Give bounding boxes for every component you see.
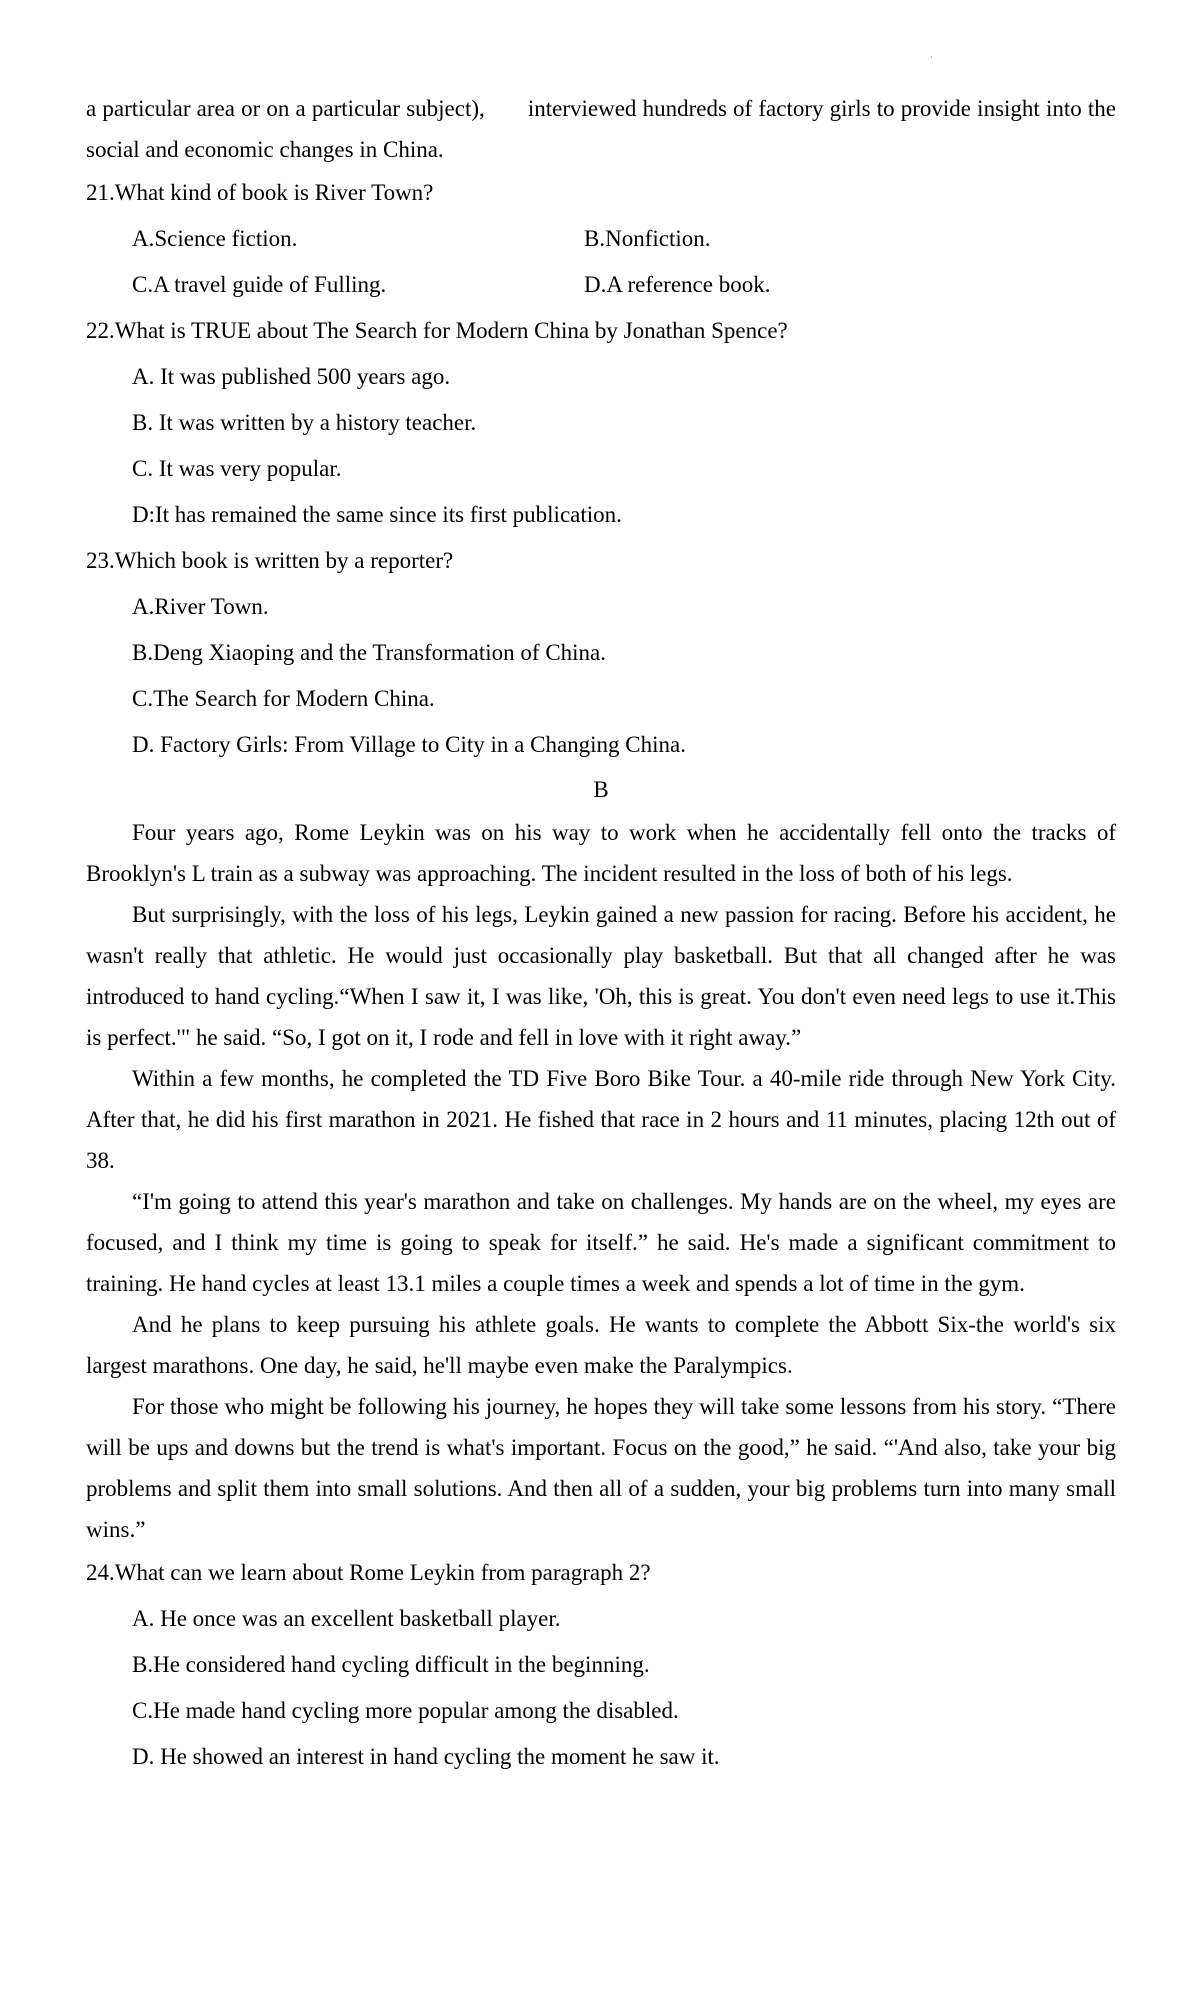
option-23b[interactable]: B.Deng Xiaoping and the Transformation of China. bbox=[132, 640, 607, 665]
option-23a[interactable]: A.River Town. bbox=[132, 594, 269, 619]
option-21a[interactable]: A.Science fiction. bbox=[132, 226, 298, 251]
option-24c[interactable]: C.He made hand cycling more popular among the disabled. bbox=[132, 1698, 679, 1723]
exam-page bbox=[86, 88, 1116, 1780]
option-22a[interactable]: A. It was published 500 years ago. bbox=[132, 364, 451, 389]
passage-b-paragraph-2: But surprisingly, with the loss of his legs, Leykin gained a new passion for racing. Before his accident, he wasn't really that athletic. He would just occasionally play basketball. But that all changed after he was introduced to hand cycling.“When I saw it, I was like, 'Oh, this is great. You don't even need legs to use it.This is perfect.'" he said. “So, I got on it, I rode and fell in love with it right away.” bbox=[86, 902, 1116, 1050]
option-23d[interactable]: D. Factory Girls: From Village to City in a Changing China. bbox=[132, 732, 686, 757]
passage-b-paragraph-5: And he plans to keep pursuing his athlete goals. He wants to complete the Abbott Six-the world's six largest marathons. One day, he said, he'll maybe even make the Paralympics. bbox=[86, 1312, 1116, 1378]
option-24d[interactable]: D. He showed an interest in hand cycling the moment he saw it. bbox=[132, 1744, 720, 1769]
question-21: 21.What kind of book is River Town? bbox=[86, 180, 434, 205]
option-24b[interactable]: B.He considered hand cycling difficult in the beginning. bbox=[132, 1652, 650, 1677]
question-22: 22.What is TRUE about The Search for Modern China by Jonathan Spence? bbox=[86, 318, 788, 343]
option-23c[interactable]: C.The Search for Modern China. bbox=[132, 686, 435, 711]
passage-b-paragraph-6: For those who might be following his journey, he hopes they will take some lessons from his story. “There will be ups and downs but the trend is what's important. Focus on the good,” he said. “'And also, take your big problems and split them into small solutions. And then all of a sudden, your big problems turn into many small wins.” bbox=[86, 1394, 1116, 1542]
option-24a[interactable]: A. He once was an excellent basketball player. bbox=[132, 1606, 561, 1631]
option-22b[interactable]: B. It was written by a history teacher. bbox=[132, 410, 477, 435]
passage-b-paragraph-4: “I'm going to attend this year's marathon and take on challenges. My hands are on the wheel, my eyes are focused, and I think my time is going to speak for itself.” he said. He's made a significant commitment to training. He hand cycles at least 13.1 miles a couple times a week and spends a lot of time in the gym. bbox=[86, 1189, 1116, 1296]
page-mark: · bbox=[930, 52, 933, 62]
intro-paragraph: a particular area or on a particular subject), interviewed hundreds of factory girls to provide insight into the social and economic changes in China. bbox=[86, 96, 1116, 162]
question-21-options-row-1 bbox=[132, 216, 1116, 262]
option-22c[interactable]: C. It was very popular. bbox=[132, 456, 342, 481]
option-21c[interactable]: C.A travel guide of Fulling. bbox=[132, 272, 387, 297]
passage-b-paragraph-3: Within a few months, he completed the TD Five Boro Bike Tour. a 40-mile ride through New York City. After that, he did his first marathon in 2021. He fished that race in 2 hours and 11 minutes, placing 12th out of 38. bbox=[86, 1066, 1116, 1173]
option-22d[interactable]: D:It has remained the same since its first publication. bbox=[132, 502, 622, 527]
question-21-options-row-2 bbox=[132, 262, 1116, 308]
question-24: 24.What can we learn about Rome Leykin from paragraph 2? bbox=[86, 1560, 651, 1585]
question-23: 23.Which book is written by a reporter? bbox=[86, 548, 454, 573]
passage-b-paragraph-1: Four years ago, Rome Leykin was on his way to work when he accidentally fell onto the tracks of Brooklyn's L train as a subway was approaching. The incident resulted in the loss of both of his legs. bbox=[86, 820, 1116, 886]
option-21d[interactable]: D.A reference book. bbox=[584, 272, 771, 297]
section-b-heading: B bbox=[593, 777, 609, 802]
option-21b[interactable]: B.Nonfiction. bbox=[584, 226, 711, 251]
